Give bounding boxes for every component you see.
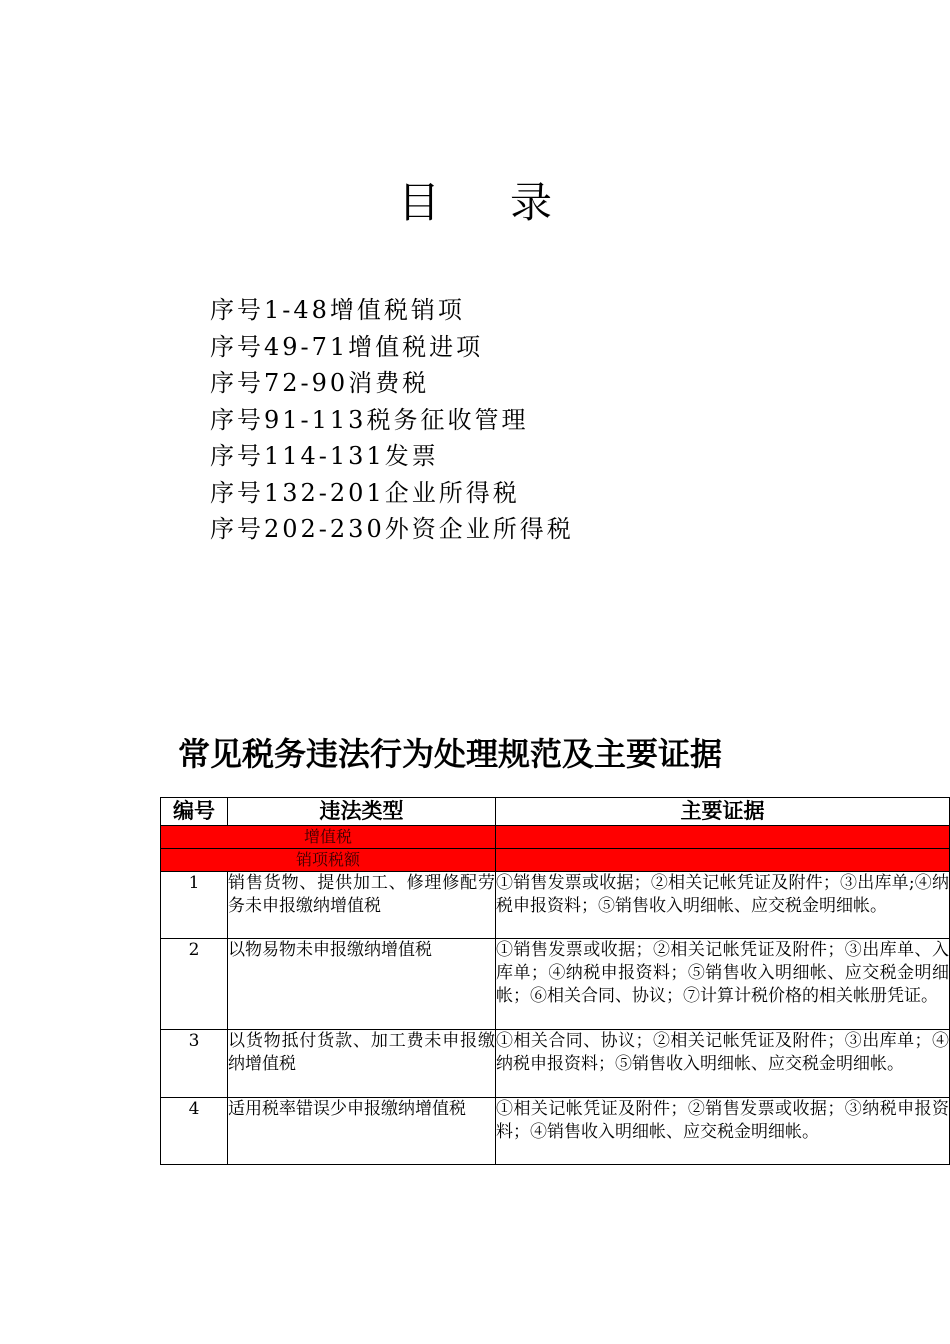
toc-list: [210, 292, 574, 548]
table-header-row: [161, 798, 950, 826]
section-empty-cell: [496, 826, 950, 849]
evidence-text: ①相关合同、协议；②相关记帐凭证及附件；③出库单；④纳税申报资料；⑤销售收入明细帐、应交税金明细帐。: [496, 1030, 950, 1098]
row-number: 1: [161, 872, 228, 939]
violation-type: 以物易物未申报缴纳增值税: [228, 939, 496, 1030]
violation-type: 以货物抵付货款、加工费未申报缴纳增值税: [228, 1030, 496, 1098]
header-evidence: 主要证据: [496, 798, 950, 826]
toc-title: 目录: [397, 178, 622, 227]
toc-item: 序号132-201企业所得税: [210, 478, 520, 507]
table-row: [161, 872, 950, 939]
toc-item: 序号202-230外资企业所得税: [210, 515, 574, 543]
toc-item: 序号72-90消费税: [210, 369, 430, 397]
section-row: [161, 826, 950, 849]
toc-item: 序号114-131发票: [210, 442, 439, 470]
toc-item: 序号49-71增值税进项: [210, 332, 484, 361]
table-row: [161, 1030, 950, 1098]
document-title: 常见税务违法行为处理规范及主要证据: [178, 735, 723, 773]
evidence-text: ①销售发票或收据；②相关记帐凭证及附件；③出库单、入库单；④纳税申报资料；⑤销售收入明细帐、应交税金明细帐；⑥相关合同、协议；⑦计算计税价格的相关帐册凭证。: [496, 939, 950, 1030]
violation-type: 适用税率错误少申报缴纳增值税: [228, 1098, 496, 1165]
table-row: [161, 939, 950, 1030]
row-number: 4: [161, 1098, 228, 1165]
row-number: 2: [161, 939, 228, 1030]
section-label: 销项税额: [161, 849, 496, 872]
toc-item: 序号1-48增值税销项: [210, 296, 465, 324]
header-violation-type: 违法类型: [228, 798, 496, 826]
violations-table: [160, 797, 950, 1165]
header-number: 编号: [161, 798, 228, 826]
section-empty-cell: [496, 849, 950, 872]
section-label: 增值税: [161, 826, 496, 849]
evidence-text: ①销售发票或收据；②相关记帐凭证及附件；③出库单;④纳税申报资料；⑤销售收入明细帐、应交税金明细帐。: [496, 872, 950, 939]
table-row: [161, 1098, 950, 1165]
section-row: [161, 849, 950, 872]
violation-type: 销售货物、提供加工、修理修配劳务未申报缴纳增值税: [228, 872, 496, 939]
evidence-text: ①相关记帐凭证及附件；②销售发票或收据；③纳税申报资料；④销售收入明细帐、应交税金明细帐。: [496, 1098, 950, 1165]
row-number: 3: [161, 1030, 228, 1098]
toc-item: 序号91-113税务征收管理: [210, 405, 529, 434]
